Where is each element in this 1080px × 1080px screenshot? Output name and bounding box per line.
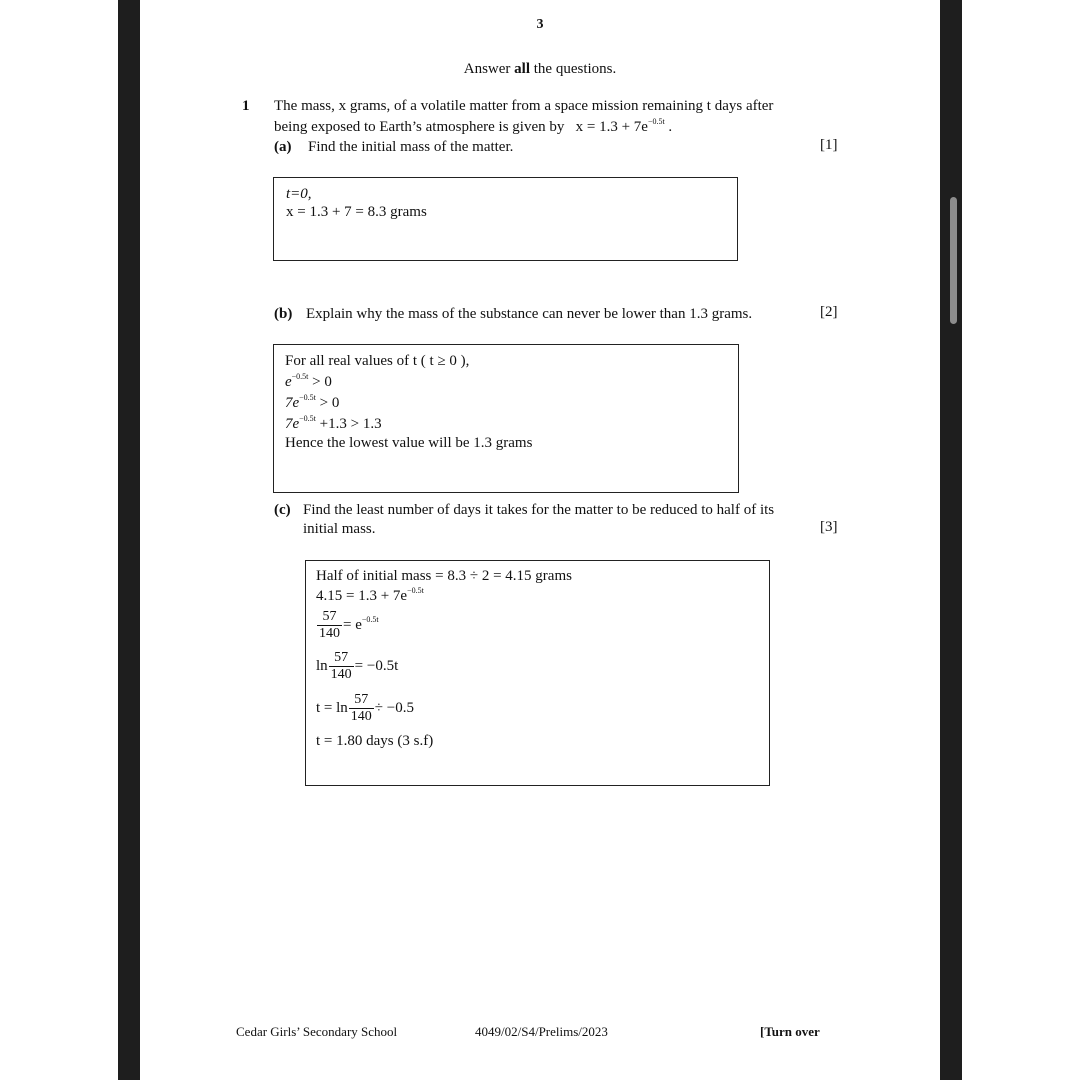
instruction: Answer all the questions. [463, 61, 617, 77]
part-c-text-line2: initial mass. [303, 521, 376, 537]
footer-school: Cedar Girls’ Secondary School [236, 1024, 398, 1039]
part-c-answer-box [305, 560, 770, 786]
left-border [118, 0, 140, 1080]
answer-line: t = ln $\frac{57}{140}$ ÷ −0.5 [316, 692, 414, 724]
footer-code: 4049/02/S4/Prelims/2023 [475, 1024, 608, 1039]
part-c-label: (c) [274, 502, 291, 518]
scrollbar-thumb[interactable] [950, 197, 957, 324]
part-b-label: (b) [274, 306, 293, 322]
part-a-marks: [1] [820, 137, 838, 153]
part-b-answer-box [273, 344, 739, 493]
answer-line: $e^{-0.5t} > 0$ [285, 372, 332, 390]
answer-line: Half of initial mass = 8.3 ÷ 2 = 4.15 grams [316, 568, 572, 584]
part-b-marks: [2] [820, 304, 838, 320]
right-border [940, 0, 962, 1080]
part-b-text: Explain why the mass of the substance can never be lower than 1.3 grams. [306, 306, 753, 322]
answer-line: t = 1.80 days (3 s.f) [316, 733, 434, 749]
question-stem-line1: The mass, x grams, of a volatile matter from a space mission remaining t days after [274, 98, 774, 114]
fraction: $\frac{57}{140}$ [319, 609, 340, 641]
part-a-answer-box [273, 177, 738, 261]
answer-line: $7e^{-0.5t} > 0$ [285, 393, 340, 411]
answer-line: x = 1.3 + 7 = 8.3 grams [286, 204, 427, 220]
question-number: 1 [242, 98, 250, 114]
part-c-text-line1: Find the least number of days it takes for the matter to be reduced to half of its [303, 502, 775, 518]
answer-line: Hence the lowest value will be 1.3 grams [285, 435, 533, 451]
answer-line: For all real values of t ( t ≥ 0 ), [285, 353, 470, 369]
footer-turn-over: [Turn over [760, 1024, 820, 1039]
part-a-text: Find the initial mass of the matter. [308, 139, 514, 155]
page-number: 3 [536, 17, 544, 32]
answer-line: ln $\frac{57}{140}$ = −0.5t [316, 650, 399, 682]
answer-line: t=0, [286, 186, 312, 202]
part-c-marks: [3] [820, 519, 838, 535]
fraction: $\frac{57}{140}$ [330, 650, 352, 682]
answer-line: $\frac{57}{140}$ = $e^{-0.5t}$ [319, 609, 379, 641]
stem-formula: x = 1.3 + 7e [575, 119, 648, 135]
part-a-label: (a) [274, 139, 292, 155]
document-page [140, 0, 940, 1080]
fraction: $\frac{57}{140}$ [350, 692, 372, 724]
answer-line: $4.15 = 1.3 + 7e^{-0.5t}$ [316, 586, 424, 604]
question-stem-line2: being exposed to Earth’s atmosphere is given by $x = 1.3 + 7e^{-0.5t}$ . [274, 117, 673, 135]
stem-exponent: −0.5t [647, 117, 665, 126]
answer-line: $7e^{-0.5t} +1.3 > 1.3$ [285, 414, 382, 432]
